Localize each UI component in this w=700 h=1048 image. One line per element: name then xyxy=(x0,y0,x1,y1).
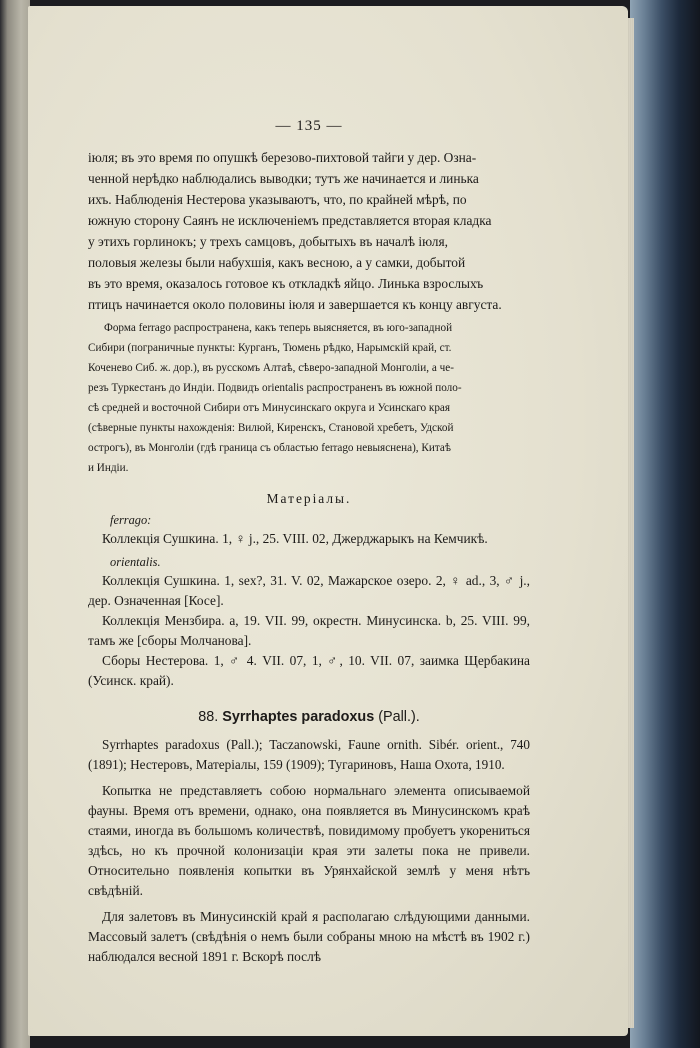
text-line: ченной нерѣдко наблюдались выводки; тутъ же начинается и линька xyxy=(88,171,479,186)
distribution-note xyxy=(88,319,530,477)
taxon-label: ferrago: xyxy=(110,513,152,527)
text-line: половыя железы были набухшія, какъ весною, а у самки, добытой xyxy=(88,255,466,270)
note-line: Коченево Сиб. ж. дор.), въ русскомъ Алтаѣ, сѣверо-западной Монголіи, а че- xyxy=(88,362,454,374)
note-line: резъ Туркестанъ до Индіи. Подвидъ orientalis распространенъ въ южной поло- xyxy=(88,382,462,394)
specimen-entry: Коллекція Сушкина. 1, sex?, 31. V. 02, Мажарское озеро. 2, ♀ ad., 3, ♂ j., дер. Означенная [Косе]. xyxy=(88,573,530,608)
page-number: — 135 — xyxy=(275,118,343,134)
text-line: въ это время, оказалось готовое къ откладкѣ яйцо. Линька взрослыхъ xyxy=(88,276,484,291)
taxon-label: orientalis. xyxy=(110,555,161,569)
note-line: Форма ferrago распространена, какъ теперь выясняется, въ юго-западной xyxy=(104,322,453,334)
text-line: ихъ. Наблюденія Нестерова указываютъ, что, по крайней мѣрѣ, по xyxy=(88,192,467,207)
synonymy: Syrrhaptes paradoxus (Pall.); Taczanowski, Faune ornith. Sibér. orient., 740 (1891); Нестеровъ, Матеріалы, 159 (1909); Тугариновъ, Наша Охота, 1910. xyxy=(88,737,530,772)
text-line: птицъ начинается около половины іюля и завершается къ концу августа. xyxy=(88,297,502,312)
materials-heading: Матеріалы. xyxy=(266,491,352,506)
paragraph-3: Для залетовъ въ Минусинскій край я располагаю слѣдующими данными. Массовый залетъ (свѣдѣнія о немъ были собраны мною на мѣстѣ въ 1902 г.) наблюдался весной 1891 г. Вскорѣ послѣ xyxy=(88,909,530,964)
specimen-entry: Коллекція Сушкина. 1, ♀ j., 25. VIII. 02, Джерджарыкъ на Кемчикѣ. xyxy=(102,531,488,546)
page-content xyxy=(88,118,530,967)
book-cover-edge xyxy=(630,0,700,1048)
previous-page-edge xyxy=(0,0,30,1048)
paragraph-2: Копытка не представляетъ собою нормальнаго элемента описываемой фауны. Время отъ времени, однако, она появляется въ Минусинскомъ краѣ стаями, иногда въ большомъ количествѣ, повидимому пробуетъ укорениться здѣсь, но къ прочной колонизаціи края эти залеты пока не привели. Относительно появленія копытки въ Урянхайской землѣ у меня нѣтъ свѣдѣній. xyxy=(88,783,530,898)
species-name: Syrrhaptes paradoxus xyxy=(222,709,375,725)
note-line: сѣ средней и восточной Сибири отъ Минусинскаго округа и Усинскаго края xyxy=(88,402,451,414)
note-line: острогъ), въ Монголіи (гдѣ граница съ областью ferrago невыяснена), Китаѣ xyxy=(88,442,451,454)
species-heading xyxy=(88,709,530,725)
note-line: (сѣверные пункты нахожденія: Вилюй, Киренскъ, Становой хребетъ, Удской xyxy=(88,422,454,434)
book-page xyxy=(28,6,628,1036)
specimen-entry: Коллекція Мензбира. a, 19. VII. 99, окрестн. Минусинска. b, 25. VIII. 99, тамъ же [сборы Молчанова]. xyxy=(88,613,530,648)
note-line: Сибири (пограничные пункты: Курганъ, Тюмень рѣдко, Нарымскій край, ст. xyxy=(88,342,452,354)
text-line: южную сторону Саянъ не исключеніемъ представляется вторая кладка xyxy=(88,213,492,228)
text-line: у этихъ горлинокъ; у трехъ самцовъ, добытыхъ въ началѣ іюля, xyxy=(88,234,448,249)
species-author: (Pall.). xyxy=(378,709,420,725)
species-number: 88. xyxy=(198,709,219,725)
paragraph-1 xyxy=(88,147,530,315)
text-line: іюля; въ это время по опушкѣ березово-пихтовой тайги у дер. Озна- xyxy=(88,150,477,165)
note-line: и Индіи. xyxy=(88,462,129,474)
specimen-entry: Сборы Нестерова. 1, ♂ 4. VII. 07, 1, ♂, 10. VII. 07, заимка Щербакина (Усинск. край). xyxy=(88,653,530,688)
